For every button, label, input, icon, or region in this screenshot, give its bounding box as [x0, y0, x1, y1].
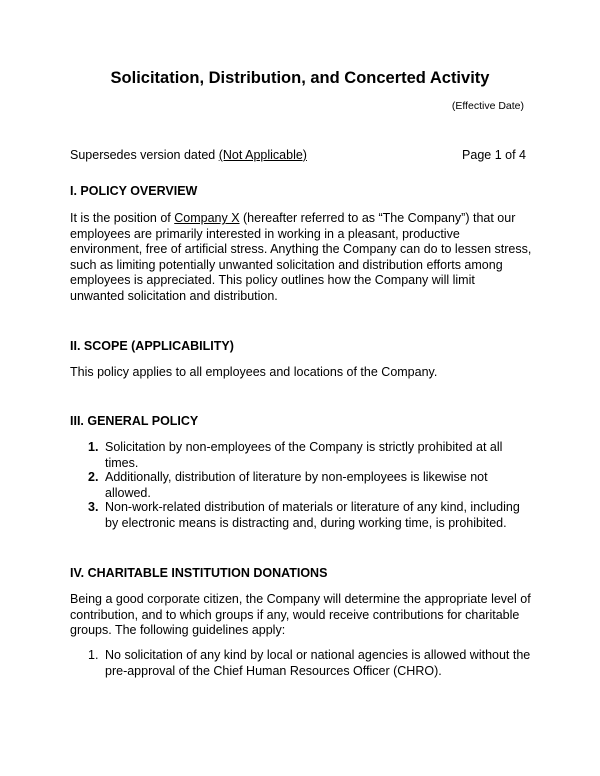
general-policy-item [88, 500, 532, 531]
list-number: 2. [88, 470, 99, 484]
charitable-paragraph: Being a good corporate citizen, the Company will determine the appropriate level of contribution, and to which groups if any, would receive contributions for charitable groups. The following guidelines apply: [70, 592, 531, 638]
section-heading-charitable-donations: IV. CHARITABLE INSTITUTION DONATIONS [70, 566, 328, 580]
supersedes-label: Supersedes version dated [70, 148, 219, 162]
list-item-text: Non-work-related distribution of materials or literature of any kind, including by electronic means is distracting and, during working time, is prohibited. [105, 500, 520, 530]
supersedes-value: (Not Applicable) [218, 148, 307, 162]
scope-paragraph: This policy applies to all employees and locations of the Company. [70, 365, 438, 379]
list-item-text: Solicitation by non-employees of the Company is strictly prohibited at all times. [105, 440, 503, 470]
supersedes-line [70, 148, 307, 162]
charitable-item [88, 648, 532, 679]
list-number: 1. [88, 440, 99, 454]
section-heading-scope: II. SCOPE (APPLICABILITY) [70, 339, 234, 353]
general-policy-item [88, 440, 532, 471]
general-policy-item [88, 470, 532, 501]
policy-overview-paragraph [70, 211, 532, 305]
company-name: Company X [174, 211, 240, 225]
list-item-text: No solicitation of any kind by local or national agencies is allowed without the pre-approval of the Chief Human Resources Officer (CHRO). [105, 648, 531, 678]
overview-text-rest: (hereafter referred to as “The Company”) that our employees are primarily interested in working in a pleasant, productive environment, free of artificial stress. Anything the Company can do to lessen stress, such as limiting potentially unwanted solicitation and distribution efforts among employees is appreciated. This policy outlines how the Company will limit unwanted solicitation and distribution. [70, 211, 532, 303]
overview-text-start: It is the position of [70, 211, 175, 225]
section-heading-policy-overview: I. POLICY OVERVIEW [70, 184, 198, 198]
effective-date: (Effective Date) [451, 100, 524, 112]
list-number: 3. [88, 500, 99, 514]
document-title: Solicitation, Distribution, and Concerted Activity [110, 69, 490, 87]
list-number: 1. [88, 648, 99, 662]
section-heading-general-policy: III. GENERAL POLICY [70, 414, 199, 428]
page-number: Page 1 of 4 [462, 148, 526, 162]
list-item-text: Additionally, distribution of literature by non-employees is likewise not allowed. [105, 470, 488, 500]
